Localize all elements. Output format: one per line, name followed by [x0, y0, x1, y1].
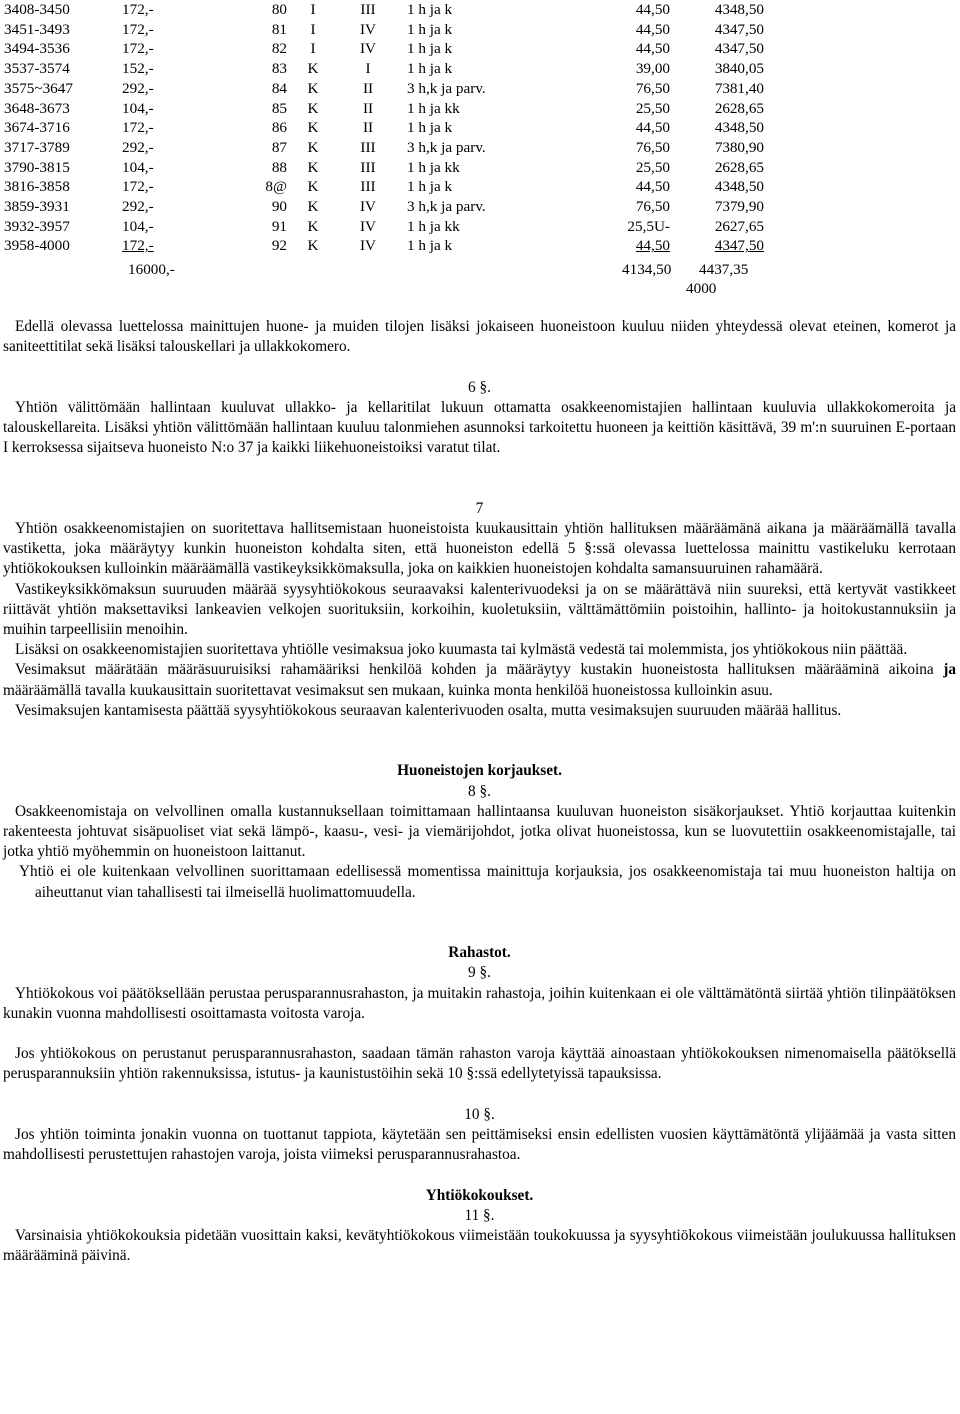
row-price: 172,-	[122, 119, 154, 137]
row-shares: 43	[714, 119, 730, 137]
row-shares: 38	[714, 60, 730, 78]
row-stair: K	[307, 99, 319, 117]
table-row	[0, 158, 960, 178]
row-price: 292,-	[122, 198, 154, 215]
row-type: 3 h,k ja parv.	[407, 198, 486, 215]
table-row	[0, 0, 960, 20]
row-type: 1 h ja kk	[407, 217, 460, 235]
row-type: 1 h ja k	[407, 119, 453, 137]
row-price: 152,-	[122, 60, 154, 78]
row-value: 47,50	[729, 40, 764, 58]
row-value: 79,90	[729, 198, 764, 215]
row-price: 172,-	[122, 237, 154, 255]
section-7-paragraph-4: Vesimaksut määrätään määräsuuruisiksi rahamääriksi henkilöä kohden ja määräytyy kustakin huoneistosta hallituksen määrääminä aikoina ja määräämällä tavalla kuukausittain suoritettavat vesimaksut sen mukaan, kuinka monta henkilöä huoneistossa kulloinkin asuu.	[3, 661, 956, 699]
row-type: 3 h,k ja parv.	[407, 79, 486, 97]
row-price: 172,-	[122, 1, 154, 18]
row-area: 44,50	[635, 20, 670, 38]
row-apartment-number: 8@	[265, 178, 287, 196]
row-apartment-number: 90	[271, 198, 287, 215]
section-8-number: 8 §.	[468, 782, 491, 800]
total-shares: 4000	[686, 280, 717, 297]
row-area: 25,50	[635, 158, 670, 176]
table-row	[0, 20, 960, 40]
row-type: 1 h ja k	[407, 237, 453, 255]
table-row	[0, 217, 960, 237]
total-b: 4437,35	[699, 261, 749, 278]
row-stair: K	[307, 237, 319, 255]
row-type: 1 h ja kk	[407, 158, 460, 176]
row-type: 1 h ja k	[407, 1, 453, 18]
row-range: 3648-3673	[4, 99, 70, 117]
row-floor: III	[360, 158, 376, 176]
section-9-number: 9 §.	[468, 964, 491, 982]
row-stair: K	[307, 138, 319, 156]
section-7-paragraph-1: Yhtiön osakkeenomistajien on suoritettava hallitsemistaan huoneistoista kuukausittain yhtiön hallituksen määräämänä aikana ja määräämällä tavalla vastiketta, joka määräytyy kunkin huoneiston kohdalta siten, että huoneiston edellä 5 §:ssä olevassa luettelossa mainittu vastikeluku kerrotaan yhtiökokouksen kulloinkin määräämällä vastikeyksikkömaksulla, joka on kaikkien huoneistojen kohdalta samansuuruinen rahamäärä.	[3, 519, 956, 578]
row-range: 3717-3789	[4, 138, 70, 156]
row-floor: I	[365, 60, 371, 78]
row-shares: 43	[714, 237, 730, 255]
row-type: 1 h ja k	[407, 60, 453, 78]
row-stair: K	[307, 119, 319, 137]
row-range: 3958-4000	[4, 237, 70, 255]
row-range: 3451-3493	[4, 20, 70, 38]
table-row	[0, 39, 960, 59]
section-9-paragraph-1: Yhtiökokous voi päätöksellään perustaa perusparannusrahaston, ja muitakin rahastoja, joihin kuitenkaan ei ole välttämätöntä siirtää yhtiön tilinpäätöksen kunakin vuonna mahdollisesti osoittamasta voitosta varoja.	[3, 984, 956, 1022]
table-row	[0, 177, 960, 197]
row-area: 44,50	[635, 119, 670, 137]
row-area: 44,50	[635, 40, 670, 58]
row-value: 48,50	[729, 178, 764, 196]
row-stair: K	[307, 217, 319, 235]
row-area: 39,00	[635, 60, 670, 78]
row-apartment-number: 88	[271, 158, 287, 176]
section-7-paragraph-3: Lisäksi on osakkeenomistajien suoritettava yhtiölle vesimaksua joko kuumasta tai kylmästä vedestä tai molemmista, jos yhtiökokous niin päättää.	[15, 641, 908, 659]
section-6-number: 6 §.	[468, 378, 491, 396]
row-stair: K	[307, 79, 319, 97]
row-price: 292,-	[122, 79, 154, 97]
row-apartment-number: 84	[271, 79, 287, 97]
row-value: 28,65	[729, 99, 764, 117]
row-shares: 26	[714, 217, 730, 235]
table-row	[0, 79, 960, 99]
row-apartment-number: 81	[271, 20, 287, 38]
row-range: 3575~3647	[4, 79, 73, 97]
table-row	[0, 59, 960, 79]
row-price: 172,-	[122, 20, 154, 38]
row-range: 3537-3574	[4, 60, 70, 78]
section-7-paragraph-5: Vesimaksujen kantamisesta päättää syysyhtiökokous seuraavan kalenterivuoden osalta, mutta vesimaksujen suuruuden määrää hallitus.	[15, 701, 842, 719]
row-value: 28,65	[729, 158, 764, 176]
row-area: 44,50	[635, 1, 670, 18]
section-7-number: 7	[475, 499, 484, 517]
row-area: 76,50	[635, 79, 670, 97]
row-stair: I	[310, 1, 316, 18]
row-value: 48,50	[729, 119, 764, 137]
row-stair: K	[307, 158, 319, 176]
section-8-paragraph-1: Osakkeenomistaja on velvollinen omalla kustannuksellaan toimittamaan hallintaansa kuuluvan huoneiston sisäkorjaukset. Yhtiö korjauttaa kuitenkin rakenteesta johtuvat sisäpuoliset viat sekä lämpö-, kaasu-, vesi- ja viemärijohdot, jotka olivat huoneistossa, kun se luovutettiin osakkeenomistajalle, tai jotka yhtiö myöhemmin on huoneistoon laittanut.	[3, 802, 956, 861]
row-range: 3408-3450	[4, 1, 70, 18]
row-range: 3932-3957	[4, 217, 70, 235]
row-shares: 43	[714, 40, 730, 58]
row-stair: K	[307, 198, 319, 215]
row-type: 1 h ja k	[407, 40, 453, 58]
row-stair: I	[310, 20, 316, 38]
row-area: 76,50	[635, 138, 670, 156]
row-price: 104,-	[122, 158, 154, 176]
row-range: 3790-3815	[4, 158, 70, 176]
row-price: 172,-	[122, 178, 154, 196]
row-range: 3674-3716	[4, 119, 70, 137]
row-floor: IV	[359, 40, 377, 58]
row-floor: IV	[359, 237, 377, 255]
row-floor: II	[362, 119, 374, 137]
row-apartment-number: 86	[271, 119, 287, 137]
document-body	[3, 317, 956, 1266]
row-shares: 43	[714, 1, 730, 18]
section-11-heading: Yhtiökokoukset.	[425, 1186, 534, 1204]
row-shares: 43	[714, 20, 730, 38]
row-floor: II	[362, 79, 374, 97]
section-9-paragraph-2: Jos yhtiökokous on perustanut perusparannusrahaston, saadaan tämän rahaston varoja käyttää ainoastaan yhtiökokouksen nimenomaisella päätöksellä perusparannuksiin yhtiön rakennuksissa, istutus- ja kaunistustöihin sekä 10 §:ssä edellytetyissä tapauksissa.	[3, 1045, 956, 1083]
row-price: 172,-	[122, 40, 154, 58]
row-shares: 73	[714, 198, 730, 215]
row-type: 1 h ja kk	[407, 99, 460, 117]
row-apartment-number: 87	[271, 138, 287, 156]
row-type: 3 h,k ja parv.	[407, 138, 486, 156]
total-price: 16000,-	[128, 261, 175, 278]
row-stair: K	[307, 178, 319, 196]
row-value: 47,50	[729, 237, 764, 255]
row-floor: IV	[359, 198, 377, 215]
section-9-heading: Rahastot.	[448, 944, 511, 962]
row-value: 80,90	[729, 138, 764, 156]
row-floor: III	[360, 1, 376, 18]
row-apartment-number: 83	[271, 60, 287, 78]
total-area: 4134,50	[622, 261, 672, 278]
row-shares: 73	[714, 138, 730, 156]
row-range: 3494-3536	[4, 40, 70, 58]
row-value: 27,65	[729, 217, 764, 235]
section-11-number: 11 §.	[464, 1206, 495, 1224]
row-range: 3816-3858	[4, 178, 70, 196]
row-area: 25,50	[635, 99, 670, 117]
row-floor: II	[362, 99, 374, 117]
row-type: 1 h ja k	[407, 20, 453, 38]
row-price: 104,-	[122, 217, 154, 235]
row-shares: 73	[714, 79, 730, 97]
row-apartment-number: 91	[271, 217, 287, 235]
row-stair: K	[307, 60, 319, 78]
row-value: 48,50	[729, 1, 764, 18]
table-row	[0, 197, 960, 217]
intro-paragraph: Edellä olevassa luettelossa mainittujen huone- ja muiden tilojen lisäksi jokaiseen huoneistoon kuuluu niiden yhteydessä olevat eteinen, komerot ja saniteettitilat sekä lisäksi talouskellari ja ullakkokomero.	[3, 318, 956, 356]
table-row	[0, 118, 960, 138]
row-area: 25,5U-	[627, 217, 670, 235]
row-shares: 43	[714, 178, 730, 196]
row-shares: 26	[714, 158, 730, 176]
section-8-paragraph-2: Yhtiö ei ole kuitenkaan velvollinen suorittamaan edellisessä momentissa mainittuja korjauksia, jos osakkeenomistaja tai muu huoneiston haltija on aiheuttanut vian tahallisesti tai ilmeisellä huolimattomuudella.	[19, 863, 956, 901]
section-6-paragraph: Yhtiön välittömään hallintaan kuuluvat ullakko- ja kellaritilat lukuun ottamatta osakkeenomistajien hallintaan kuuluvia ullakkokomeroita ja talouskellareita. Lisäksi yhtiön välittömään hallintaan kuuluu talonmiehen asunnoksi tarkoitettu huoneen ja keittiön käsittävä, 39 m':n suuruinen E-portaan I kerroksessa sijaitseva huoneisto N:o 37 ja kaikki liikehuoneistoiksi varatut tilat.	[3, 398, 956, 457]
table-row	[0, 138, 960, 158]
row-area: 76,50	[635, 198, 670, 215]
table-row	[0, 236, 960, 256]
section-8-heading: Huoneistojen korjaukset.	[397, 762, 562, 780]
row-stair: I	[310, 40, 316, 58]
row-area: 44,50	[635, 178, 670, 196]
row-shares: 26	[714, 99, 730, 117]
row-apartment-number: 80	[271, 1, 287, 18]
section-7-paragraph-2: Vastikeyksikkömaksun suuruuden määrää syysyhtiökokous seuraavaksi kalenterivuodeksi ja on se määrättävä niin suureksi, että kertyvät vastikkeet riittävät yhtiön maksettaviksi lankeavien velkojen suorituksiin, korkoihin, kuoletuksiin, välttämättömiin poistoihin, hallinto- ja hoitokustannuksiin ja muihin tarpeellisiin menoihin.	[3, 580, 956, 638]
row-value: 47,50	[729, 20, 764, 38]
row-apartment-number: 92	[271, 237, 287, 255]
row-apartment-number: 85	[271, 99, 287, 117]
row-area: 44,50	[635, 237, 670, 255]
row-floor: III	[360, 178, 376, 196]
section-11-paragraph: Varsinaisia yhtiökokouksia pidetään vuosittain kaksi, kevätyhtiökokous viimeistään toukokuussa ja syysyhtiökokous viimeistään joulukuussa hallituksen määrääminä päivinä.	[3, 1226, 956, 1265]
section-10-paragraph: Jos yhtiön toiminta jonakin vuonna on tuottanut tappiota, käytetään sen peittämiseksi ensin edellisten vuosien käyttämätöntä ylijäämää ja vasta sitten mahdollisesti perustettujen rahastojen varoja, joista viimeksi perusparannusrahastoa.	[3, 1125, 956, 1164]
row-value: 81,40	[729, 79, 764, 97]
row-floor: IV	[359, 217, 377, 235]
section-10-number: 10 §.	[464, 1105, 495, 1123]
row-value: 40,05	[729, 60, 764, 78]
row-price: 292,-	[122, 138, 154, 156]
table-row	[0, 99, 960, 119]
row-price: 104,-	[122, 99, 154, 117]
row-floor: III	[360, 138, 376, 156]
row-type: 1 h ja k	[407, 178, 453, 196]
row-range: 3859-3931	[4, 198, 70, 215]
row-apartment-number: 82	[271, 40, 287, 58]
row-floor: IV	[359, 20, 377, 38]
